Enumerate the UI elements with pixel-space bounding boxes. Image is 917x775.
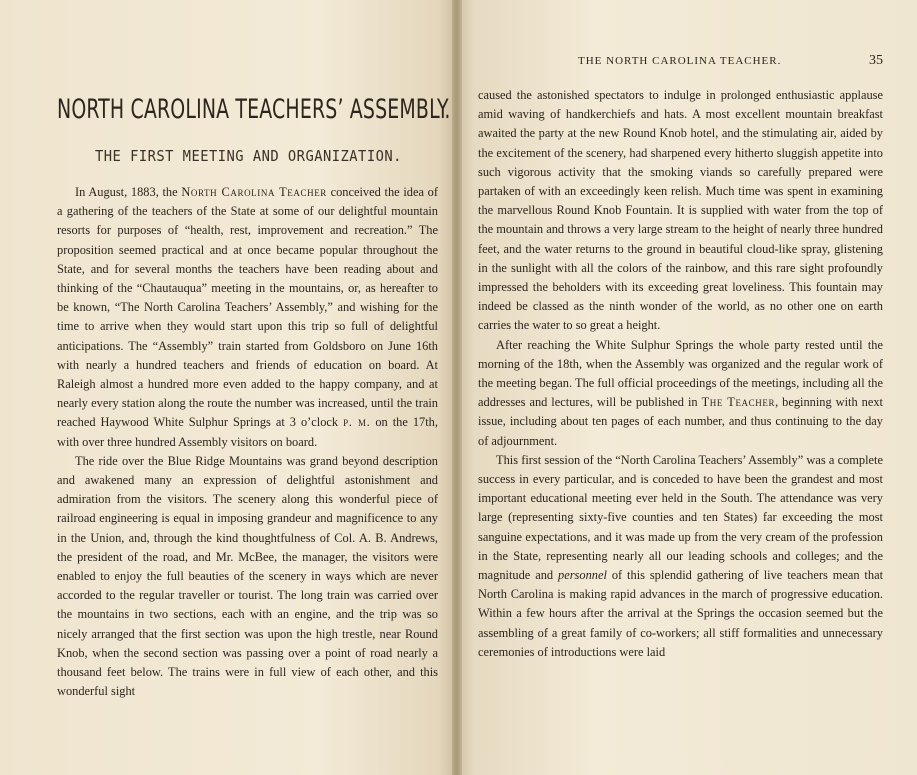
text-run: of this splendid gathering of live teachers mean that North Carolina is making rapid advances in the march of progressive education. Within a few hours after the arrival at the Springs the occasion seemed but the assembling of a great family of co-workers; all stiff formalities and unnecessary ceremonies of introductions were laid <box>478 568 884 659</box>
text-run: This first session of the “North Carolina Teachers’ Assembly” was a complete success in every particular, and is conceded to have been the grandest and most important educational meeting ever held in the South. The attendance was very large (representing sixty-five counties and ten States) far exceeding the most sanguine expectations, and it was made up from the very cream of the profession in the State, representing nearly all our leading schools and colleges; and the magnitude and <box>478 452 883 583</box>
paragraph <box>478 336 883 451</box>
running-title: THE NORTH CAROLINA TEACHER. <box>578 55 782 67</box>
running-head <box>456 55 883 75</box>
text-run: , beginning with next issue, including about ten pages of each number, and thus continuing to the day of adjournment. <box>478 395 883 448</box>
text-run: After reaching the White Sulphur Springs the whole party rested until the morning of the 18th, when the Assembly was organized and the regular work of the meeting began. The full official proceedings of the meetings, including all the addresses and lectures, will be published in <box>478 337 883 410</box>
left-page <box>0 0 456 775</box>
right-page <box>456 0 917 775</box>
text-run: conceived the idea of a gathering of the teachers of the State at some of our delightful mountain resorts for purposes of “health, rest, improvement and recreation.” The proposition seemed practical and at once became popular throughout the State, and for several months the teachers have been reading about and thinking of the “Chautauqua” meeting in the mountains, or, as hereafter to be known, “The North Carolina Teachers’ Assembly,” and wishing for the time to arrive when they would start upon this trip so full of delightful anticipations. The “Assembly” train started from Goldsboro on June 16th with nearly a hundred teachers and friends of education on board. At Raleigh almost a hundred more even added to the happy company, and at nearly every station along the route the number was increased, until the train reached Haywood White Sulphur Springs at 3 o’clock <box>57 185 438 430</box>
journal-name: The Teacher <box>701 395 776 410</box>
paragraph <box>57 183 438 452</box>
journal-name: North Carolina Teacher <box>181 185 327 199</box>
page-number: 35 <box>869 53 883 68</box>
text-run: In August, 1883, the <box>75 185 182 199</box>
text-run: on the 17th, with over three hundred Assembly visitors on board. <box>57 415 438 449</box>
book-gutter <box>452 0 462 775</box>
paragraph: The ride over the Blue Ridge Mountains was grand beyond description and awakened many an expression of delightful astonishment and admiration from the visitors. The scenery along this wonderful piece of railroad engineering is equal in imposing grandeur and magnificence to any in the Union, and, through the kind thoughtfulness of Col. A. B. Andrews, the president of the road, and Mr. McBee, the manager, the visitors were enabled to enjoy the full beauties of the scenery in ways which are never accorded to the regular traveller or tourist. The long train was carried over the mountains in two sections, each with an engine, and the trip was so nicely arranged that the first section was upon the high trestle, near Round Knob, when the second section was passing over a point of road nearly a thousand feet below. The trains were in full view of each other, and this wonderful sight <box>57 453 438 699</box>
paragraph <box>478 451 883 662</box>
paragraph: caused the astonished spectators to indulge in prolonged enthusiastic applause amid waving of handkerchiefs and hats. A most excellent mountain breakfast awaited the party at the new Round Knob hotel, and the stimulating air, aided by the excitement of the scenery, had sharpened every hitherto sluggish appetite into such vigorous activity that the smoking viands so carefully prepared were partaken of with an exceedingly keen relish. Much time was spent in examining the marvellous Round Knob Fountain. It is supplied with water from the top of the mountain and throws a very large stream to the height of nearly three hundred feet, and the water returns to the ground in beautiful cloud-like spray, glistening in the sunlight with all the colors of the rainbow, and this rare sight profoundly impressed the beholders with its exceeding great loveliness. This fountain may indeed be classed as the ninth wonder of the world, as no other one on earth carries the water to so great a height. <box>478 88 883 333</box>
left-text-column <box>57 183 438 701</box>
right-text-column <box>478 86 883 662</box>
article-subtitle: THE FIRST MEETING AND ORGANIZATION. <box>95 147 402 165</box>
italic-word: personnel <box>558 568 607 583</box>
article-title: NORTH CAROLINA TEACHERS’ ASSEMBLY. <box>57 94 451 125</box>
time-abbrev: p. m. <box>343 415 371 430</box>
